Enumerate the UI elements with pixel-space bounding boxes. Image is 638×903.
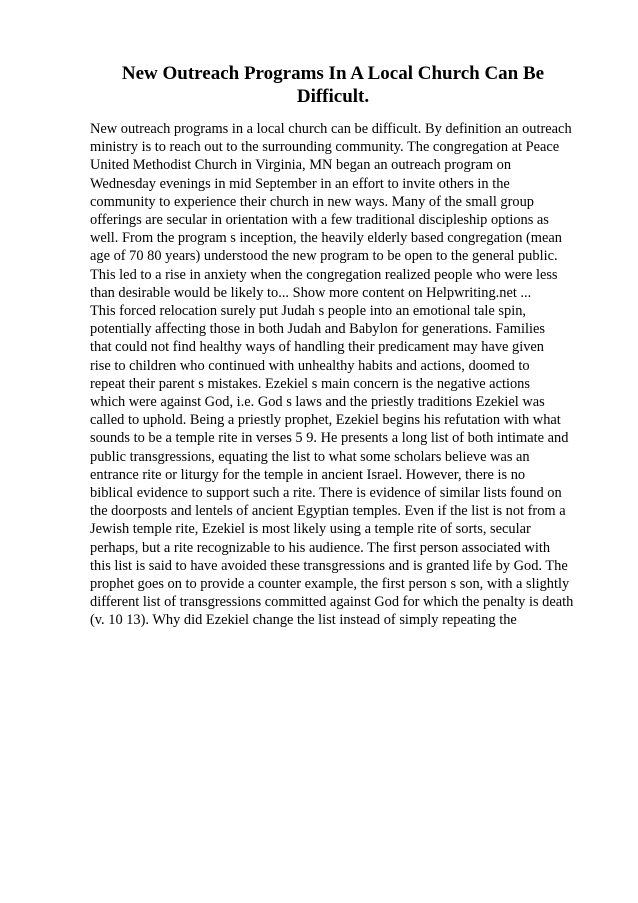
- body-line: prophet goes on to provide a counter example, the first person s son, with a slightly: [90, 576, 570, 593]
- body-line: well. From the program s inception, the heavily elderly based congregation (mean: [90, 230, 562, 247]
- body-line: This led to a rise in anxiety when the congregation realized people who were less: [90, 266, 558, 283]
- body-line: Jewish temple rite, Ezekiel is most likely using a temple rite of sorts, secular: [90, 521, 531, 538]
- body-line: public transgressions, equating the list to what some scholars believe was an: [90, 448, 530, 465]
- body-line: New outreach programs in a local church can be difficult. By definition an outreach: [90, 121, 572, 137]
- body-line: biblical evidence to support such a rite. There is evidence of similar lists found on: [90, 485, 562, 502]
- body-line: potentially affecting those in both Judah and Babylon for generations. Families: [90, 321, 545, 338]
- document-body: [90, 120, 590, 630]
- body-line: community to experience their church in new ways. Many of the small group: [90, 193, 534, 210]
- body-line: which were against God, i.e. God s laws and the priestly traditions Ezekiel was: [90, 394, 545, 411]
- body-line: sounds to be a temple rite in verses 5 9. He presents a long list of both intimate and: [90, 430, 569, 447]
- body-line: Wednesday evenings in mid September in an effort to invite others in the: [90, 175, 510, 192]
- body-line: offerings are secular in orientation with a few traditional discipleship options as: [90, 212, 549, 229]
- body-line: different list of transgressions committed against God for which the penalty is death: [90, 594, 574, 611]
- body-line: rise to children who continued with unhealthy habits and actions, doomed to: [90, 357, 530, 374]
- body-line: entrance rite or liturgy for the temple in ancient Israel. However, there is no: [90, 466, 526, 483]
- title-line: New Outreach Programs In A Local Church Can Be: [121, 63, 545, 84]
- document-title: [88, 62, 578, 108]
- body-line: this list is said to have avoided these transgressions and is granted life by God. The: [90, 557, 568, 574]
- body-line: (v. 10 13). Why did Ezekiel change the list instead of simply repeating the: [90, 612, 517, 629]
- body-line: age of 70 80 years) understood the new program to be open to the general public.: [90, 248, 558, 265]
- body-line: that could not find healthy ways of handling their predicament may have given: [90, 339, 544, 356]
- body-line: than desirable would be likely to... Show more content on Helpwriting.net ...: [90, 284, 532, 301]
- body-line: perhaps, but a rite recognizable to his audience. The first person associated with: [90, 539, 551, 556]
- body-line: repeat their parent s mistakes. Ezekiel s main concern is the negative actions: [90, 375, 530, 392]
- body-line: United Methodist Church in Virginia, MN began an outreach program on: [90, 157, 512, 174]
- body-line: called to uphold. Being a priestly prophet, Ezekiel begins his refutation with what: [90, 412, 561, 429]
- title-line: Difficult.: [296, 86, 370, 107]
- body-line: ministry is to reach out to the surrounding community. The congregation at Peace: [90, 139, 560, 156]
- body-line: the doorposts and lentels of ancient Egyptian temples. Even if the list is not from a: [90, 503, 566, 520]
- body-line: This forced relocation surely put Judah s people into an emotional tale spin,: [90, 303, 527, 320]
